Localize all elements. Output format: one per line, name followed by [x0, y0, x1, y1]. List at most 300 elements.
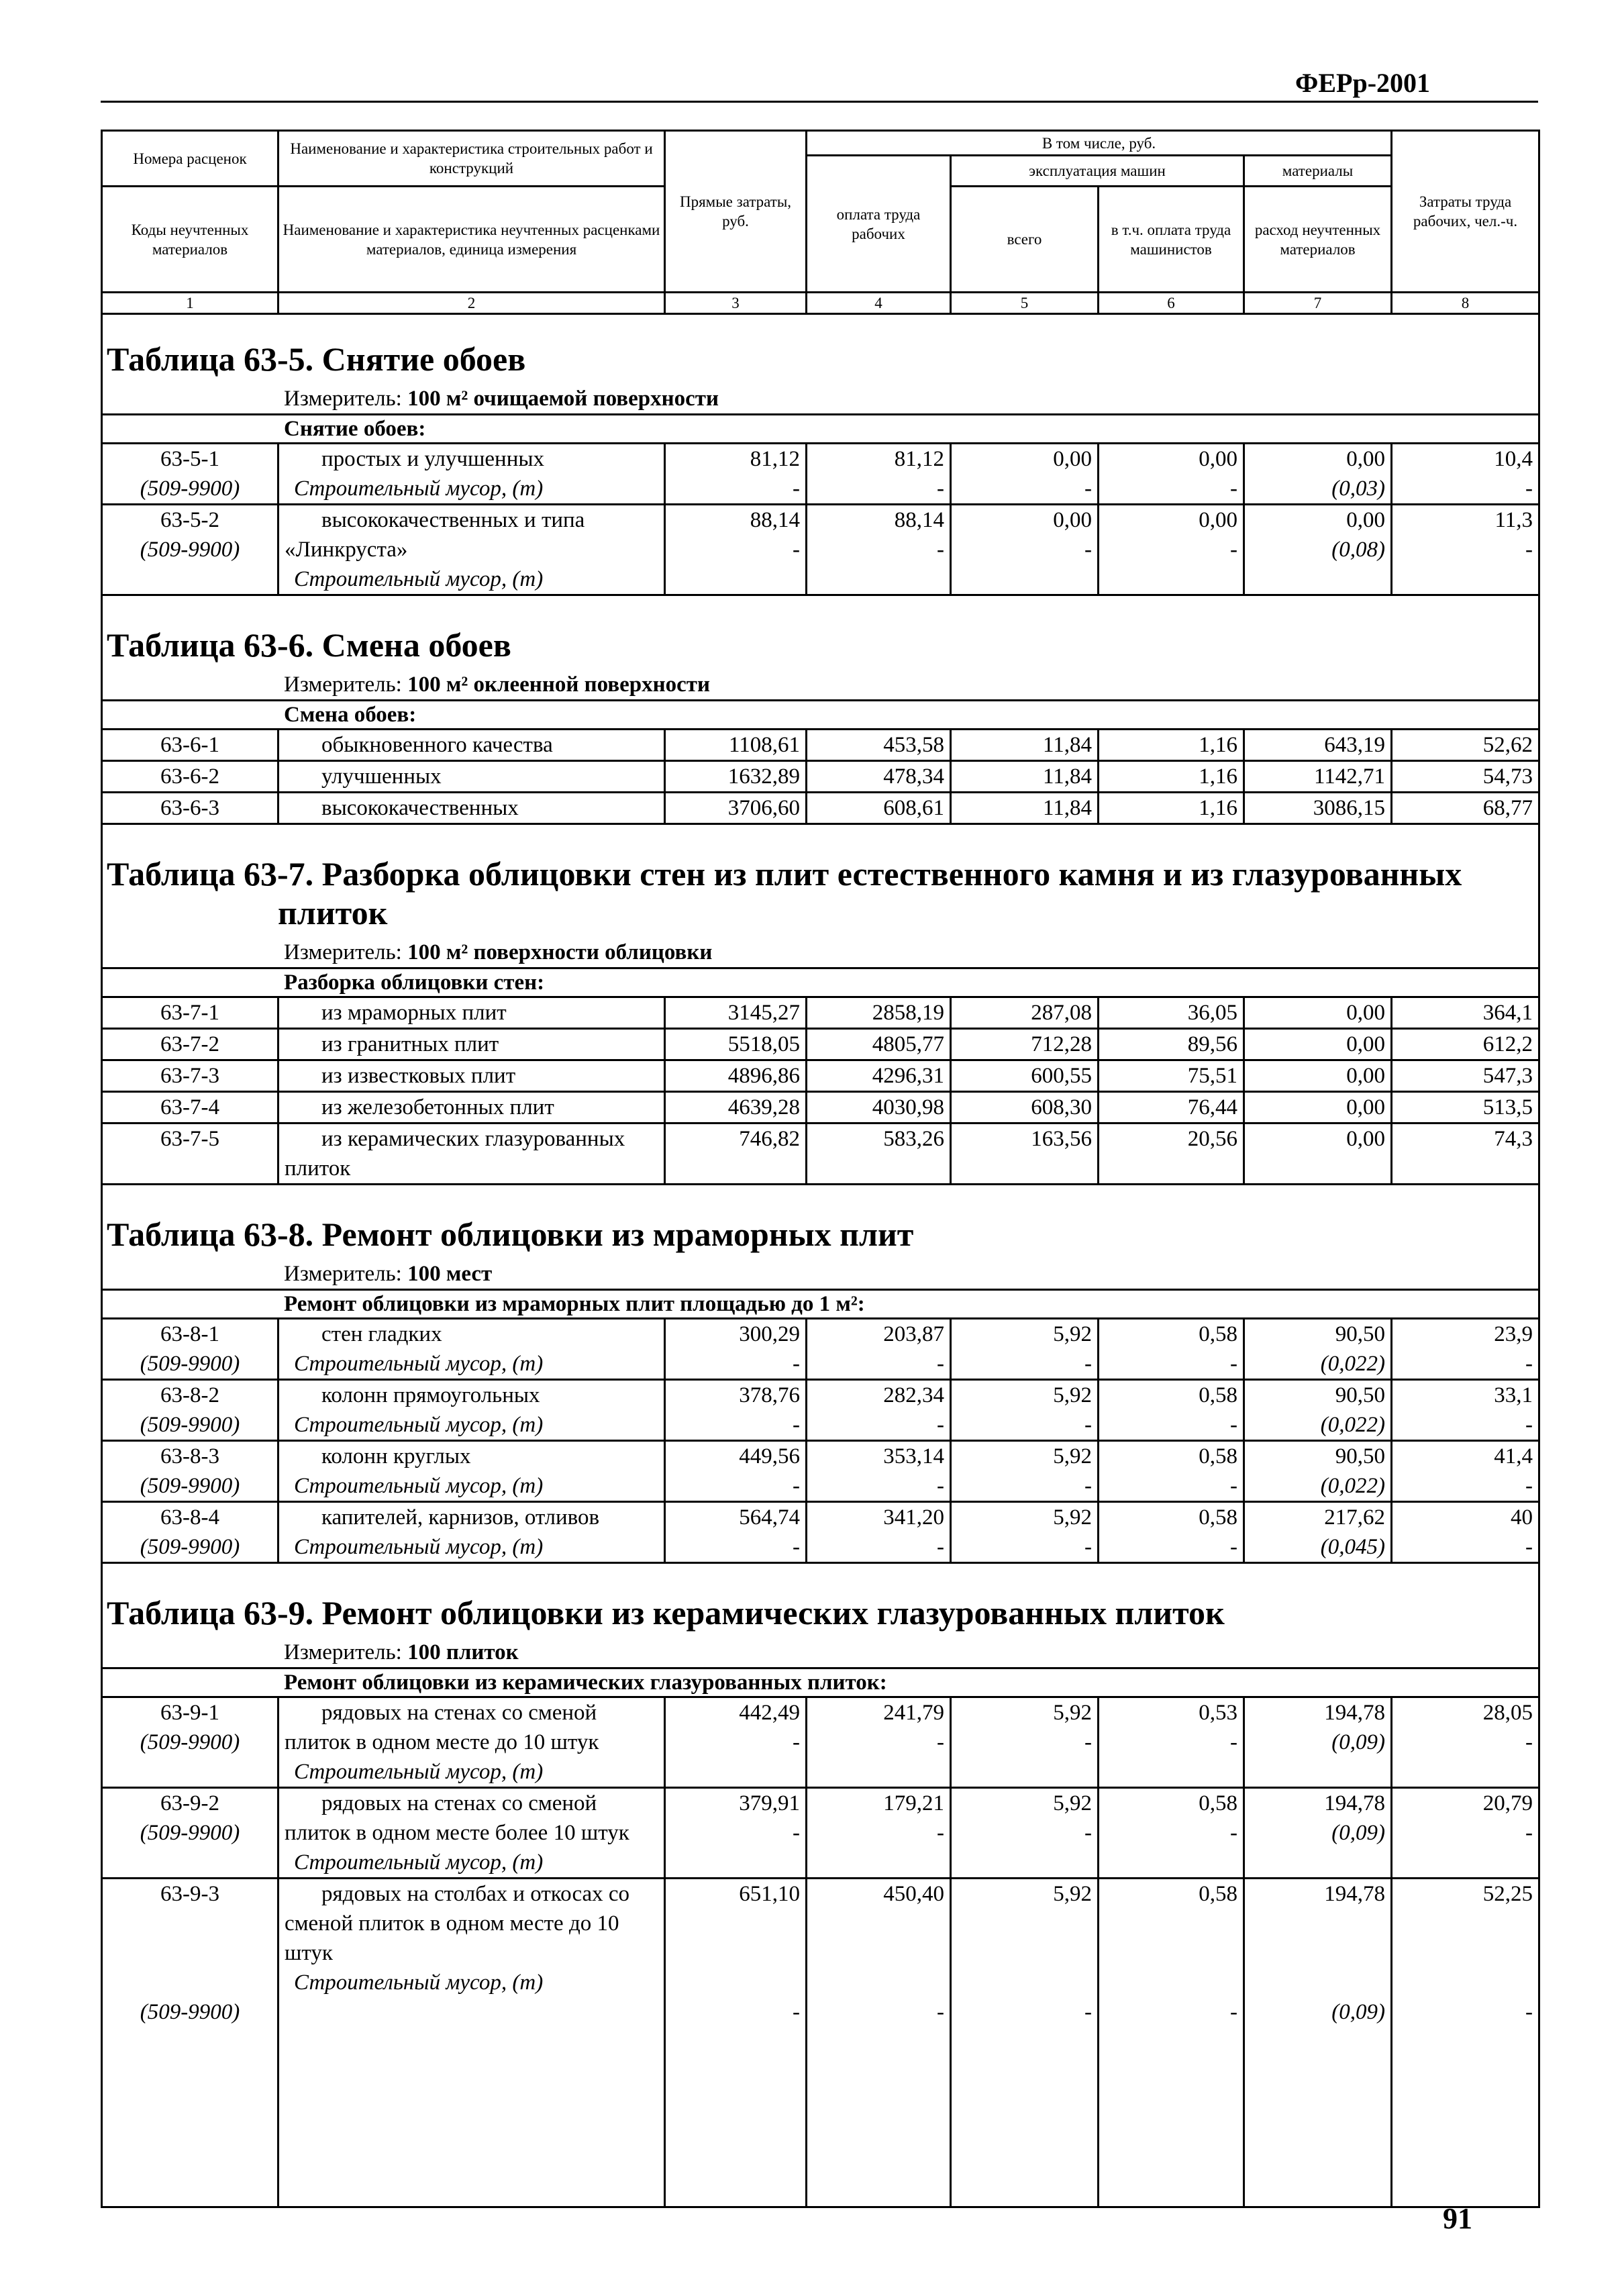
rate-code-cell	[102, 1380, 278, 1441]
value: 0,00	[1199, 447, 1237, 471]
work-name-cell	[278, 1319, 665, 1380]
work-name: высококачественных	[321, 796, 519, 820]
work-name-cell	[278, 1029, 665, 1060]
material-value: -	[793, 538, 800, 562]
value: 300,29	[739, 1322, 800, 1346]
rate-code: 63-6-3	[160, 796, 219, 820]
value-cell	[1244, 1879, 1392, 2207]
value-stack	[813, 1061, 944, 1091]
value: 0,00	[1346, 447, 1385, 471]
column-header-table	[101, 130, 1540, 315]
value-cell	[1392, 1380, 1539, 1441]
value-stack	[1250, 1319, 1385, 1379]
rate-code-cell	[102, 730, 278, 761]
header-rate-numbers: Номера расценок	[102, 131, 278, 187]
work-name: колонн круглых	[321, 1444, 471, 1468]
value: 0,00	[1346, 508, 1385, 532]
value: 5,92	[1053, 1791, 1092, 1815]
value-cell	[1244, 1124, 1392, 1185]
value: 11,3	[1494, 508, 1533, 532]
table-row	[102, 505, 1539, 595]
material-value: -	[793, 1730, 800, 1754]
value: 33,1	[1494, 1383, 1533, 1407]
value-stack	[671, 1061, 800, 1091]
value-cell	[1392, 1502, 1539, 1563]
work-name: из гранитных плит	[321, 1032, 499, 1056]
value: 52,25	[1482, 1882, 1533, 1906]
value-cell	[807, 1124, 951, 1185]
work-name-cell	[278, 444, 665, 505]
rate-code: 63-7-5	[160, 1127, 219, 1151]
value-cell	[1244, 793, 1392, 824]
value-cell	[1244, 1092, 1392, 1124]
value-cell	[951, 730, 1099, 761]
work-name: стен гладких	[321, 1322, 442, 1346]
section-title-row	[102, 824, 1539, 938]
rate-code: 63-9-2	[160, 1791, 219, 1815]
value-stack	[671, 730, 800, 760]
group-row	[102, 968, 1539, 997]
value-cell	[1099, 761, 1244, 793]
value-cell	[1099, 997, 1244, 1029]
value-stack	[1398, 1381, 1533, 1440]
value: 194,78	[1324, 1882, 1385, 1906]
material-value: -	[1525, 1413, 1533, 1437]
value-cell	[807, 1092, 951, 1124]
material-value: -	[1084, 2000, 1092, 2024]
rates-table	[101, 310, 1540, 2208]
value-cell	[665, 1060, 807, 1092]
value: 88,14	[894, 508, 944, 532]
value-stack	[1250, 730, 1385, 760]
value-stack	[813, 1789, 944, 1848]
rate-code-cell	[102, 761, 278, 793]
work-name-cell	[278, 761, 665, 793]
value-cell	[1392, 1319, 1539, 1380]
value-stack	[671, 1879, 800, 2027]
value-stack	[813, 998, 944, 1028]
value-stack	[957, 762, 1092, 791]
work-name-stack	[285, 1381, 658, 1440]
value-stack	[957, 998, 1092, 1028]
material-value: -	[1084, 477, 1092, 501]
rate-code-cell	[102, 1441, 278, 1502]
value-stack	[957, 1789, 1092, 1848]
material-value: -	[793, 1821, 800, 1845]
value: 217,62	[1324, 1505, 1385, 1530]
material-name: Строительный мусор, (т)	[294, 1535, 544, 1559]
rate-code-cell	[102, 1697, 278, 1788]
rate-code: 63-7-1	[160, 1001, 219, 1025]
value-cell	[1392, 997, 1539, 1029]
value-cell	[1392, 1124, 1539, 1185]
value-stack	[1398, 1093, 1533, 1122]
work-name: из известковых плит	[321, 1064, 516, 1088]
value: 36,05	[1187, 1001, 1237, 1025]
section-title-line: Таблица 63-9. Ремонт облицовки из керамических глазурованных плиток	[107, 1594, 1225, 1632]
work-name: из железобетонных плит	[321, 1095, 554, 1119]
rate-code: 63-6-1	[160, 733, 219, 757]
material-value: -	[1084, 1413, 1092, 1437]
value-cell	[1099, 1124, 1244, 1185]
value-stack	[813, 1698, 944, 1757]
value-stack	[1250, 998, 1385, 1028]
value-cell	[1244, 1060, 1392, 1092]
rate-code-stack	[108, 1442, 272, 1501]
group-label: Ремонт облицовки из керамических глазурованных плиток:	[102, 1668, 1539, 1697]
value-cell	[951, 1879, 1099, 2207]
value-cell	[665, 1124, 807, 1185]
value-stack	[813, 1093, 944, 1122]
table-row	[102, 1502, 1539, 1563]
value-stack	[1105, 730, 1237, 760]
value-stack	[813, 505, 944, 564]
measure-row	[102, 1259, 1539, 1290]
column-number: 2	[278, 293, 665, 314]
value-stack	[813, 1124, 944, 1154]
value-stack	[1398, 1503, 1533, 1562]
table-row	[102, 1319, 1539, 1380]
value: 712,28	[1031, 1032, 1092, 1056]
measure-value: 100 плиток	[407, 1640, 519, 1664]
work-name-stack	[285, 1442, 658, 1501]
header-operator-pay: в т.ч. оплата труда машинистов	[1099, 187, 1244, 293]
value-cell	[1244, 1029, 1392, 1060]
rate-code-cell	[102, 505, 278, 595]
value: 40	[1511, 1505, 1533, 1530]
value: 364,1	[1482, 1001, 1533, 1025]
value: 4639,28	[727, 1095, 800, 1119]
value-cell	[1392, 1788, 1539, 1879]
header-labor-costs: Затраты труда рабочих, чел.-ч.	[1392, 131, 1539, 293]
value: 0,00	[1053, 508, 1092, 532]
value: 241,79	[883, 1701, 944, 1725]
value-cell	[807, 1319, 951, 1380]
value: 0,00	[1346, 1032, 1385, 1056]
value: 11,84	[1042, 796, 1092, 820]
material-value: (0,022)	[1320, 1474, 1385, 1498]
value: 3706,60	[727, 796, 800, 820]
value-stack	[1250, 762, 1385, 791]
material-value: (0,045)	[1320, 1535, 1385, 1559]
work-name-cell	[278, 505, 665, 595]
measure-label: Измеритель:	[284, 940, 402, 964]
value-stack	[1250, 1879, 1385, 2027]
material-value: -	[1525, 538, 1533, 562]
column-number: 3	[665, 293, 807, 314]
work-name-stack	[285, 1503, 658, 1562]
value-stack	[1105, 762, 1237, 791]
value-cell	[1099, 1092, 1244, 1124]
value: 81,12	[750, 447, 800, 471]
work-name-cell	[278, 1092, 665, 1124]
value-cell	[665, 761, 807, 793]
value: 282,34	[883, 1383, 944, 1407]
value: 76,44	[1187, 1095, 1237, 1119]
value-stack	[671, 1124, 800, 1154]
table-row	[102, 1441, 1539, 1502]
value: 5,92	[1053, 1505, 1092, 1530]
section-title-line: Таблица 63-8. Ремонт облицовки из мраморных плит	[107, 1215, 914, 1253]
measure-label: Измеритель:	[284, 1262, 402, 1286]
work-name-stack	[285, 1698, 658, 1787]
material-value: (0,022)	[1320, 1352, 1385, 1376]
work-name: колонн прямоугольных	[321, 1383, 540, 1407]
work-name-cell	[278, 1060, 665, 1092]
value: 478,34	[883, 764, 944, 789]
work-name-stack	[285, 762, 658, 791]
value: 90,50	[1335, 1383, 1385, 1407]
value-stack	[813, 1442, 944, 1501]
value: 1632,89	[727, 764, 800, 789]
material-name: Строительный мусор, (т)	[294, 1413, 544, 1437]
value-stack	[957, 1381, 1092, 1440]
value-stack	[1105, 998, 1237, 1028]
value: 28,05	[1482, 1701, 1533, 1725]
material-value: (0,09)	[1331, 1821, 1385, 1845]
rate-code-cell	[102, 793, 278, 824]
value-cell	[1392, 1697, 1539, 1788]
value-stack	[1250, 1124, 1385, 1154]
value-stack	[813, 730, 944, 760]
group-row	[102, 1668, 1539, 1697]
material-value: -	[793, 477, 800, 501]
value: 583,26	[883, 1127, 944, 1151]
value: 194,78	[1324, 1701, 1385, 1725]
work-name-stack	[285, 1319, 658, 1379]
table-row	[102, 444, 1539, 505]
measure-unit	[102, 1259, 1539, 1290]
work-name: рядовых на стенах со сменой плиток в одном месте до 10 штук	[285, 1701, 599, 1754]
table-row	[102, 1124, 1539, 1185]
section-title	[102, 595, 1539, 670]
value-stack	[1105, 1879, 1237, 2027]
header-material-usage: расход неучтенных материалов	[1244, 187, 1392, 293]
value: 608,61	[883, 796, 944, 820]
work-name-stack	[285, 505, 658, 594]
section-title-row	[102, 1563, 1539, 1638]
value: 4805,77	[872, 1032, 944, 1056]
value-cell	[1392, 730, 1539, 761]
value-stack	[957, 793, 1092, 823]
section-title	[102, 1185, 1539, 1260]
value-cell	[1244, 1380, 1392, 1441]
work-name-stack	[285, 1030, 658, 1059]
value-cell	[951, 761, 1099, 793]
material-code: (509-9900)	[140, 1474, 240, 1498]
group-label: Смена обоев:	[102, 701, 1539, 730]
value-cell	[951, 997, 1099, 1029]
value-stack	[671, 505, 800, 564]
value-stack	[1105, 1442, 1237, 1501]
value-cell	[807, 444, 951, 505]
value: 54,73	[1482, 764, 1533, 789]
value-stack	[1250, 1698, 1385, 1757]
rate-code: 63-8-4	[160, 1505, 219, 1530]
rate-code-cell	[102, 1124, 278, 1185]
value: 643,19	[1324, 733, 1385, 757]
value-cell	[807, 997, 951, 1029]
table-row	[102, 1092, 1539, 1124]
section-title	[102, 1563, 1539, 1638]
value: 5,92	[1053, 1882, 1092, 1906]
rate-code-cell	[102, 1029, 278, 1060]
group-row	[102, 701, 1539, 730]
value-stack	[671, 1030, 800, 1059]
rate-code-stack	[108, 1124, 272, 1154]
value: 10,4	[1494, 447, 1533, 471]
value: 0,00	[1346, 1127, 1385, 1151]
work-name-stack	[285, 444, 658, 503]
material-value: -	[1525, 1535, 1533, 1559]
value-cell	[665, 1029, 807, 1060]
table-row	[102, 1697, 1539, 1788]
work-name-cell	[278, 1697, 665, 1788]
work-name: из мраморных плит	[321, 1001, 507, 1025]
rate-code: 63-8-1	[160, 1322, 219, 1346]
value: 68,77	[1482, 796, 1533, 820]
group-label: Снятие обоев:	[102, 415, 1539, 444]
value-cell	[665, 505, 807, 595]
value: 20,56	[1187, 1127, 1237, 1151]
value: 74,3	[1494, 1127, 1533, 1151]
material-value: -	[937, 1352, 944, 1376]
value: 449,56	[739, 1444, 800, 1468]
material-value: -	[1084, 1730, 1092, 1754]
value-cell	[951, 1441, 1099, 1502]
material-value: -	[1525, 1730, 1533, 1754]
rate-code-stack	[108, 1061, 272, 1091]
material-value: -	[937, 1413, 944, 1437]
value: 453,58	[883, 733, 944, 757]
value: 0,53	[1199, 1701, 1237, 1725]
material-value: -	[937, 477, 944, 501]
material-value: (0,08)	[1331, 538, 1385, 562]
value: 5,92	[1053, 1383, 1092, 1407]
material-value: -	[937, 538, 944, 562]
value: 651,10	[739, 1882, 800, 1906]
value-cell	[807, 730, 951, 761]
value-cell	[1392, 1879, 1539, 2207]
material-value: -	[1230, 1413, 1237, 1437]
value-stack	[1105, 1061, 1237, 1091]
value-cell	[1244, 730, 1392, 761]
value: 0,00	[1346, 1064, 1385, 1088]
rate-code: 63-8-3	[160, 1444, 219, 1468]
value-cell	[951, 793, 1099, 824]
header-materials: материалы	[1244, 156, 1392, 187]
rate-code-stack	[108, 1381, 272, 1440]
value-cell	[1392, 505, 1539, 595]
value-stack	[1105, 505, 1237, 564]
value-stack	[1105, 1698, 1237, 1757]
work-name-stack	[285, 1093, 658, 1122]
work-name: из керамических глазурованных плиток	[285, 1127, 625, 1181]
value-cell	[665, 1441, 807, 1502]
value-stack	[1398, 505, 1533, 564]
material-value: -	[1230, 1474, 1237, 1498]
rate-code-cell	[102, 997, 278, 1029]
header-worker-pay: оплата труда рабочих	[807, 156, 951, 293]
value: 23,9	[1494, 1322, 1533, 1346]
rate-code-stack	[108, 793, 272, 823]
rate-code: 63-9-1	[160, 1701, 219, 1725]
value-cell	[1392, 444, 1539, 505]
value-stack	[1105, 1319, 1237, 1379]
table-row	[102, 1380, 1539, 1441]
value-stack	[1398, 730, 1533, 760]
material-value: -	[1084, 538, 1092, 562]
value: 0,00	[1346, 1001, 1385, 1025]
section-title-row	[102, 1185, 1539, 1260]
material-value: -	[1230, 1352, 1237, 1376]
table-row	[102, 1060, 1539, 1092]
header-material-name: Наименование и характеристика неучтенных расценками материалов, единица измерения	[278, 187, 665, 293]
value: 11,84	[1042, 764, 1092, 789]
material-value: (0,022)	[1320, 1413, 1385, 1437]
value-stack	[957, 505, 1092, 564]
value: 5,92	[1053, 1444, 1092, 1468]
measure-row	[102, 938, 1539, 968]
value-stack	[671, 1381, 800, 1440]
rate-code-stack	[108, 1503, 272, 1562]
value-cell	[807, 1060, 951, 1092]
section-title-row	[102, 595, 1539, 670]
rate-code-stack	[108, 1093, 272, 1122]
value-stack	[1250, 1061, 1385, 1091]
material-value: -	[937, 1474, 944, 1498]
group-label: Разборка облицовки стен:	[102, 968, 1539, 997]
group-label: Ремонт облицовки из мраморных плит площадью до 1 м²:	[102, 1290, 1539, 1319]
value-stack	[671, 444, 800, 503]
value-cell	[1099, 1502, 1244, 1563]
material-value: (0,03)	[1331, 477, 1385, 501]
rate-code: 63-5-2	[160, 508, 219, 532]
rate-code-cell	[102, 1060, 278, 1092]
value: 1,16	[1199, 764, 1237, 789]
value-cell	[807, 761, 951, 793]
header-direct-costs: Прямые затраты, руб.	[665, 131, 807, 293]
value-cell	[1392, 1029, 1539, 1060]
value-cell	[665, 1788, 807, 1879]
value-stack	[957, 1061, 1092, 1091]
value: 52,62	[1482, 733, 1533, 757]
value: 2858,19	[872, 1001, 944, 1025]
value-cell	[1392, 1060, 1539, 1092]
value: 0,58	[1199, 1882, 1237, 1906]
column-number: 4	[807, 293, 951, 314]
value-stack	[1105, 793, 1237, 823]
section-title-line: Таблица 63-5. Снятие обоев	[107, 340, 526, 378]
value-cell	[807, 1788, 951, 1879]
material-value: -	[793, 1352, 800, 1376]
material-value: -	[793, 1535, 800, 1559]
value-stack	[957, 1442, 1092, 1501]
value-stack	[957, 444, 1092, 503]
value: 0,58	[1199, 1383, 1237, 1407]
value-stack	[1105, 1030, 1237, 1059]
section-title	[102, 310, 1539, 384]
value-cell	[665, 730, 807, 761]
value: 3086,15	[1313, 796, 1385, 820]
value-cell	[1244, 1788, 1392, 1879]
value-stack	[957, 1093, 1092, 1122]
work-name-stack	[285, 793, 658, 823]
measure-unit	[102, 384, 1539, 415]
value-stack	[813, 762, 944, 791]
value-stack	[1250, 505, 1385, 564]
rate-code-stack	[108, 998, 272, 1028]
